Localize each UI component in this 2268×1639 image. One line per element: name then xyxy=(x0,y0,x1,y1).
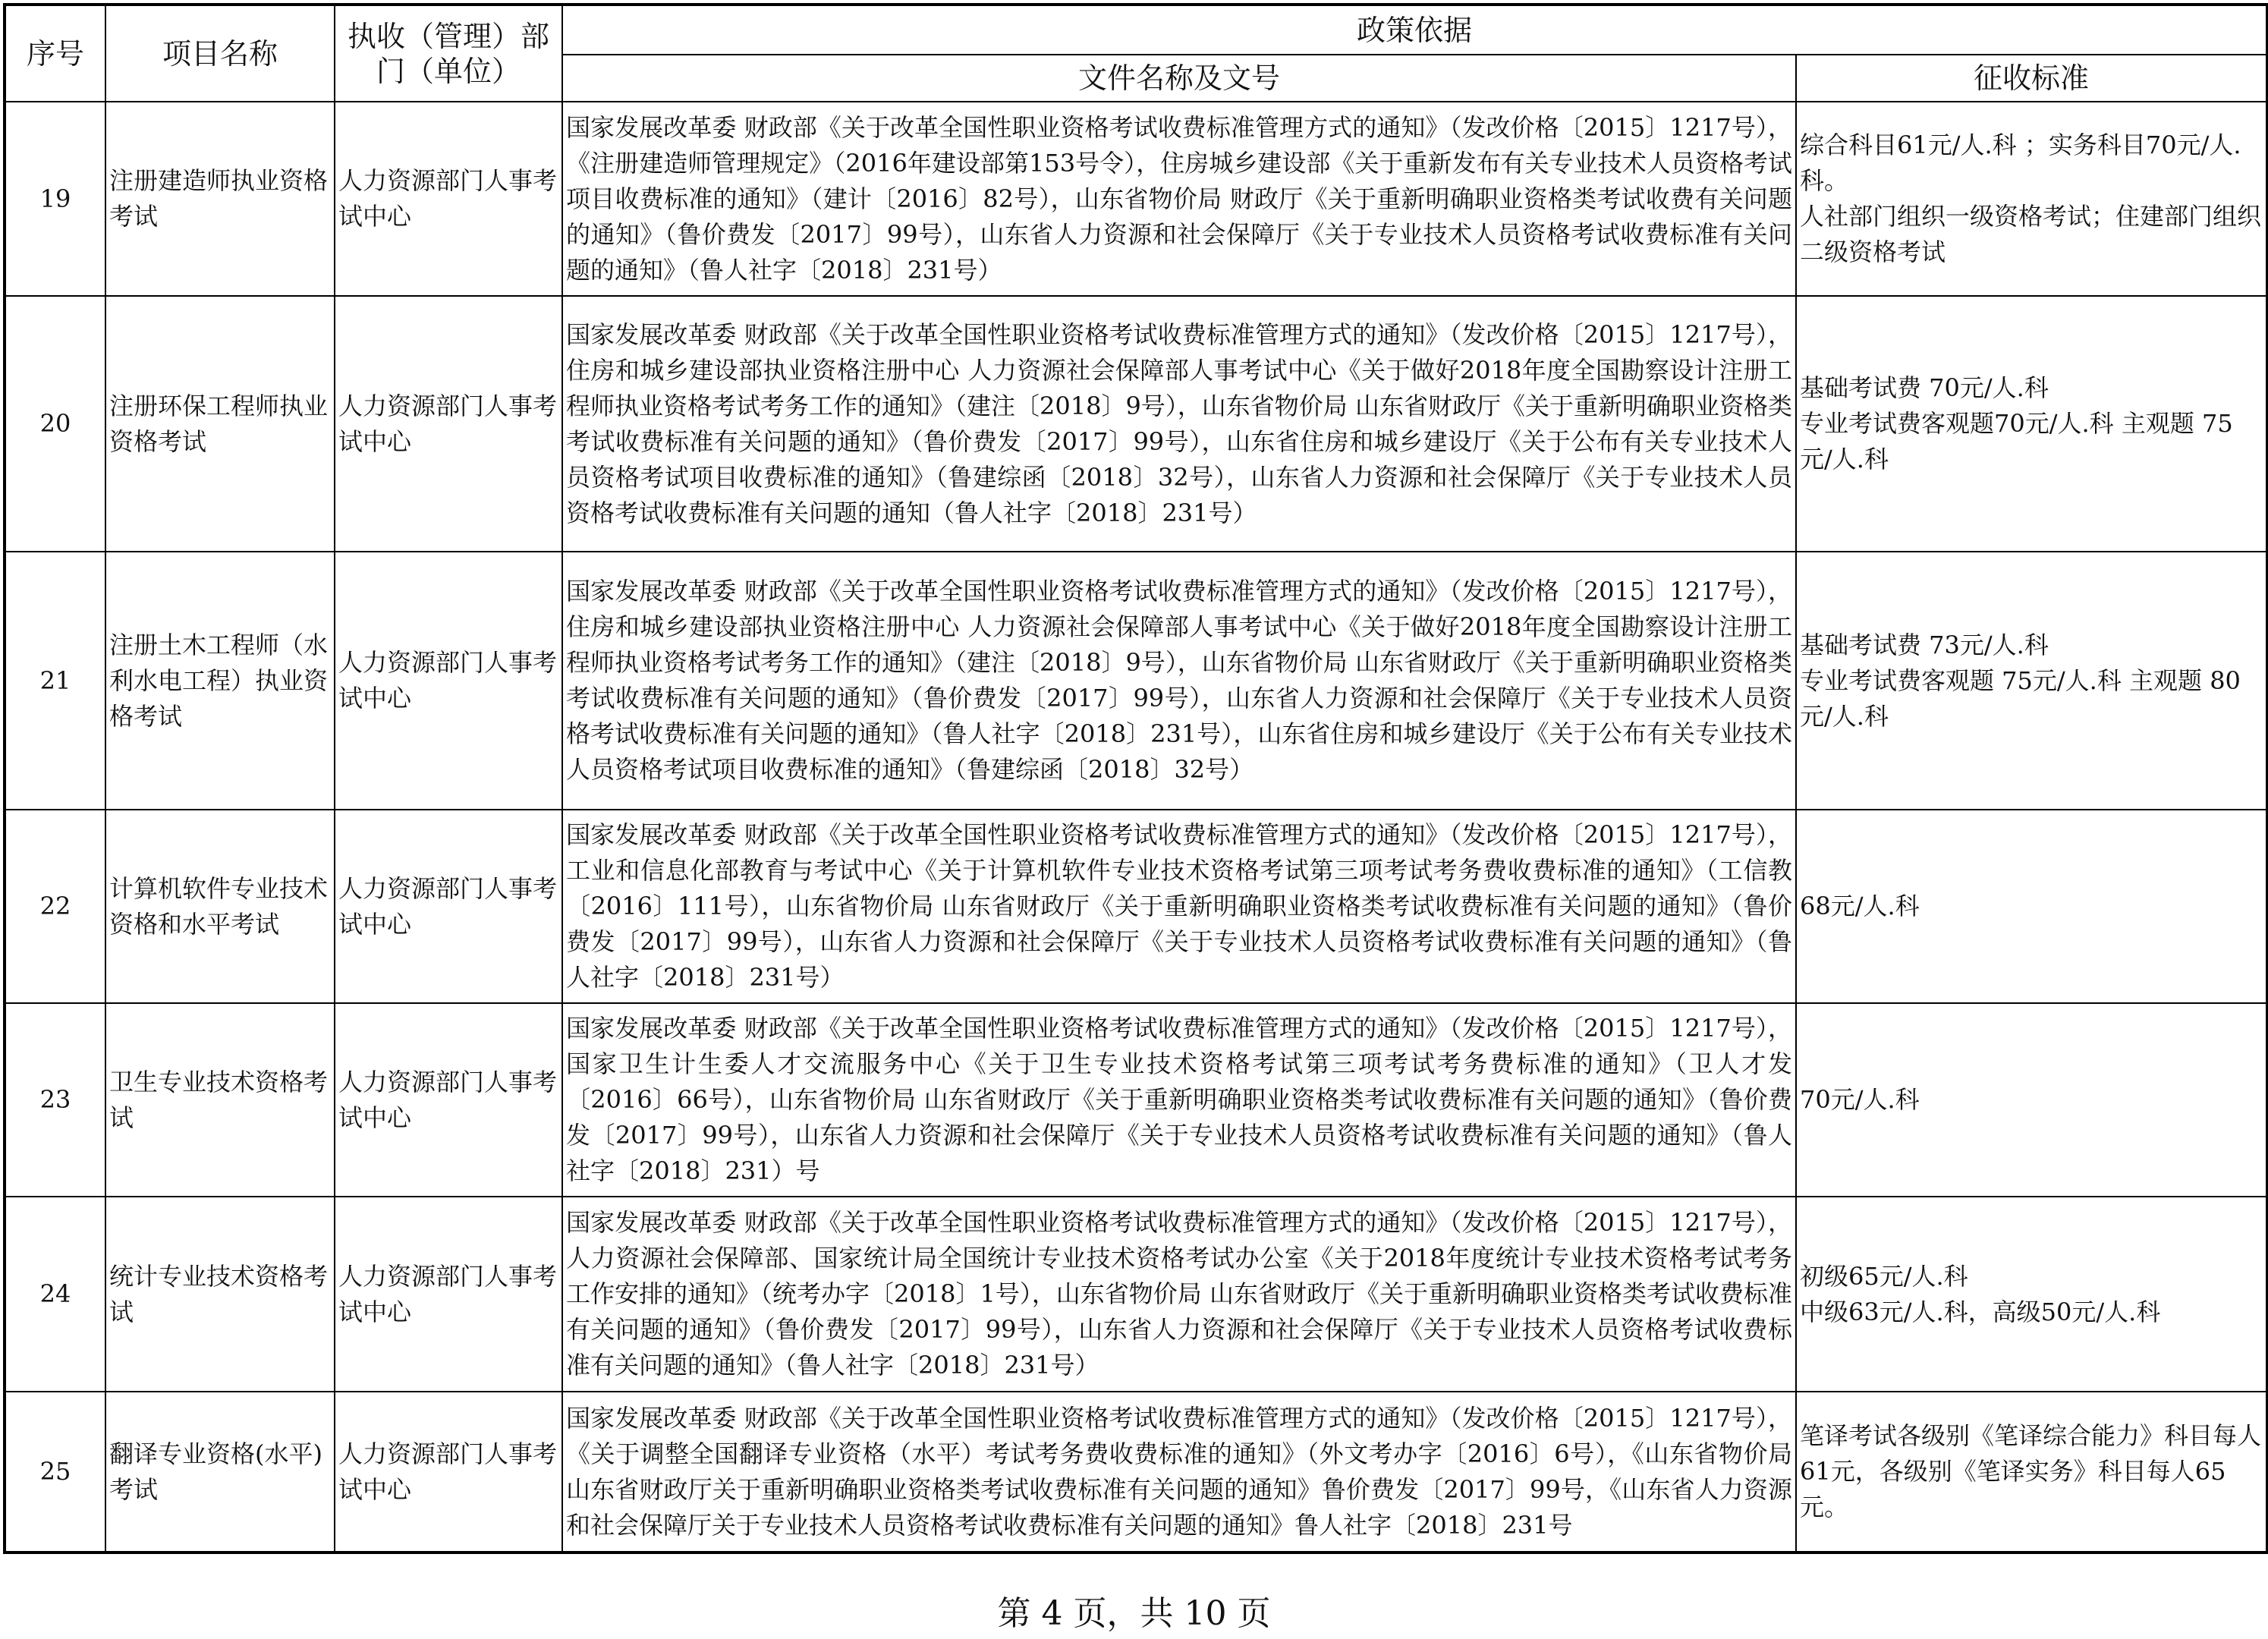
page-footer: 第 4 页，共 10 页 xyxy=(997,1594,1271,1633)
header-item-name: 项目名称 xyxy=(105,5,335,102)
row-number: 19 xyxy=(5,102,105,296)
policy-document: 国家发展改革委 财政部《关于改革全国性职业资格考试收费标准管理方式的通知》（发改价格〔2015〕1217号），《关于调整全国翻译专业资格（水平）考试考务费收费标准的通知》（外文考办字〔2016〕6号），《山东省物价局 山东省财政厅关于重新明确职业资格类考试收费标准有关问题的通知》鲁价费发〔2017〕99号，《山东省人力资源和社会保障厅关于专业技术人员资格考试收费标准有关问题的通知》鲁人社字〔2018〕231号 xyxy=(562,1392,1796,1552)
item-name: 统计专业技术资格考试 xyxy=(105,1197,335,1392)
table-row xyxy=(5,1392,2267,1552)
policy-document: 国家发展改革委 财政部《关于改革全国性职业资格考试收费标准管理方式的通知》（发改价格〔2015〕1217号），住房和城乡建设部执业资格注册中心 人力资源社会保障部人事考试中心《关于做好2018年度全国勘察设计注册工程师执业资格考试考务工作的通知》（建注〔2018〕9号），山东省物价局 山东省财政厅《关于重新明确职业资格类考试收费标准有关问题的通知》（鲁价费发〔2017〕99号），山东省人力资源和社会保障厅《关于专业技术人员资格考试收费标准有关问题的通知》（鲁人社字〔2018〕231号），山东省住房和城乡建设厅《关于公布有关专业技术人员资格考试项目收费标准的通知》（鲁建综函〔2018〕32号） xyxy=(562,552,1796,810)
fee-standard: 笔译考试各级别《笔译综合能力》科目每人61元，各级别《笔译实务》科目每人65元。 xyxy=(1796,1392,2267,1552)
row-number: 21 xyxy=(5,552,105,810)
row-number: 24 xyxy=(5,1197,105,1392)
policy-document: 国家发展改革委 财政部《关于改革全国性职业资格考试收费标准管理方式的通知》（发改价格〔2015〕1217号），《注册建造师管理规定》（2016年建设部第153号令），住房城乡建设部《关于重新发布有关专业技术人员资格考试项目收费标准的通知》（建计〔2016〕82号），山东省物价局 财政厅《关于重新明确职业资格类考试收费有关问题的通知》（鲁价费发〔2017〕99号），山东省人力资源和社会保障厅《关于专业技术人员资格考试收费标准有关问题的通知》（鲁人社字〔2018〕231号） xyxy=(562,102,1796,296)
header-no: 序号 xyxy=(5,5,105,102)
department: 人力资源部门人事考试中心 xyxy=(335,1003,562,1197)
header-policy-basis: 政策依据 xyxy=(562,5,2267,55)
row-number: 22 xyxy=(5,810,105,1003)
department: 人力资源部门人事考试中心 xyxy=(335,296,562,552)
policy-document: 国家发展改革委 财政部《关于改革全国性职业资格考试收费标准管理方式的通知》（发改价格〔2015〕1217号），人力资源社会保障部、国家统计局全国统计专业技术资格考试办公室《关于2018年度统计专业技术资格考试考务工作安排的通知》（统考办字〔2018〕1号），山东省物价局 山东省财政厅《关于重新明确职业资格类考试收费标准有关问题的通知》（鲁价费发〔2017〕99号），山东省人力资源和社会保障厅《关于专业技术人员资格考试收费标准有关问题的通知》（鲁人社字〔2018〕231号） xyxy=(562,1197,1796,1392)
department: 人力资源部门人事考试中心 xyxy=(335,1392,562,1552)
fee-standard: 综合科目61元/人.科 ；实务科目70元/人.科。 人社部门组织一级资格考试；住建部门组织二级资格考试 xyxy=(1796,102,2267,296)
table-row xyxy=(5,1197,2267,1392)
header-standard: 征收标准 xyxy=(1796,55,2267,102)
policy-document: 国家发展改革委 财政部《关于改革全国性职业资格考试收费标准管理方式的通知》（发改价格〔2015〕1217号），国家卫生计生委人才交流服务中心《关于卫生专业技术资格考试第三项考试考务费标准的通知》（卫人才发〔2016〕66号），山东省物价局 山东省财政厅《关于重新明确职业资格类考试收费标准有关问题的通知》（鲁价费发〔2017〕99号），山东省人力资源和社会保障厅《关于专业技术人员资格考试收费标准有关问题的通知》（鲁人社字〔2018〕231）号 xyxy=(562,1003,1796,1197)
table-row xyxy=(5,810,2267,1003)
item-name: 卫生专业技术资格考试 xyxy=(105,1003,335,1197)
department: 人力资源部门人事考试中心 xyxy=(335,810,562,1003)
table-row xyxy=(5,102,2267,296)
row-number: 23 xyxy=(5,1003,105,1197)
item-name: 注册土木工程师（水利水电工程）执业资格考试 xyxy=(105,552,335,810)
item-name: 翻译专业资格(水平)考试 xyxy=(105,1392,335,1552)
table-row xyxy=(5,1003,2267,1197)
fee-table xyxy=(3,3,2268,1554)
policy-document: 国家发展改革委 财政部《关于改革全国性职业资格考试收费标准管理方式的通知》（发改价格〔2015〕1217号），工业和信息化部教育与考试中心《关于计算机软件专业技术资格考试第三项考试考务费收费标准的通知》（工信教〔2016〕111号），山东省物价局 山东省财政厅《关于重新明确职业资格类考试收费标准有关问题的通知》（鲁价费发〔2017〕99号），山东省人力资源和社会保障厅《关于专业技术人员资格考试收费标准有关问题的通知》（鲁人社字〔2018〕231号） xyxy=(562,810,1796,1003)
department: 人力资源部门人事考试中心 xyxy=(335,552,562,810)
item-name: 注册建造师执业资格考试 xyxy=(105,102,335,296)
item-name: 注册环保工程师执业资格考试 xyxy=(105,296,335,552)
department: 人力资源部门人事考试中心 xyxy=(335,1197,562,1392)
item-name: 计算机软件专业技术资格和水平考试 xyxy=(105,810,335,1003)
fee-standard: 基础考试费 73元/人.科 专业考试费客观题 75元/人.科 主观题 80元/人.科 xyxy=(1796,552,2267,810)
fee-standard: 基础考试费 70元/人.科 专业考试费客观题70元/人.科 主观题 75元/人.科 xyxy=(1796,296,2267,552)
table-row xyxy=(5,552,2267,810)
department: 人力资源部门人事考试中心 xyxy=(335,102,562,296)
row-number: 20 xyxy=(5,296,105,552)
fee-standard: 初级65元/人.科 中级63元/人.科，高级50元/人.科 xyxy=(1796,1197,2267,1392)
fee-standard: 68元/人.科 xyxy=(1796,810,2267,1003)
header-department: 执收（管理）部门（单位） xyxy=(335,5,562,102)
fee-standard: 70元/人.科 xyxy=(1796,1003,2267,1197)
policy-document: 国家发展改革委 财政部《关于改革全国性职业资格考试收费标准管理方式的通知》（发改价格〔2015〕1217号），住房和城乡建设部执业资格注册中心 人力资源社会保障部人事考试中心《关于做好2018年度全国勘察设计注册工程师执业资格考试考务工作的通知》（建注〔2018〕9号），山东省物价局 山东省财政厅《关于重新明确职业资格类考试收费标准有关问题的通知》（鲁价费发〔2017〕99号），山东省住房和城乡建设厅《关于公布有关专业技术人员资格考试项目收费标准的通知》（鲁建综函〔2018〕32号），山东省人力资源和社会保障厅《关于专业技术人员资格考试收费标准有关问题的通知（鲁人社字〔2018〕231号） xyxy=(562,296,1796,552)
header-document: 文件名称及文号 xyxy=(562,55,1796,102)
table-row xyxy=(5,296,2267,552)
row-number: 25 xyxy=(5,1392,105,1552)
